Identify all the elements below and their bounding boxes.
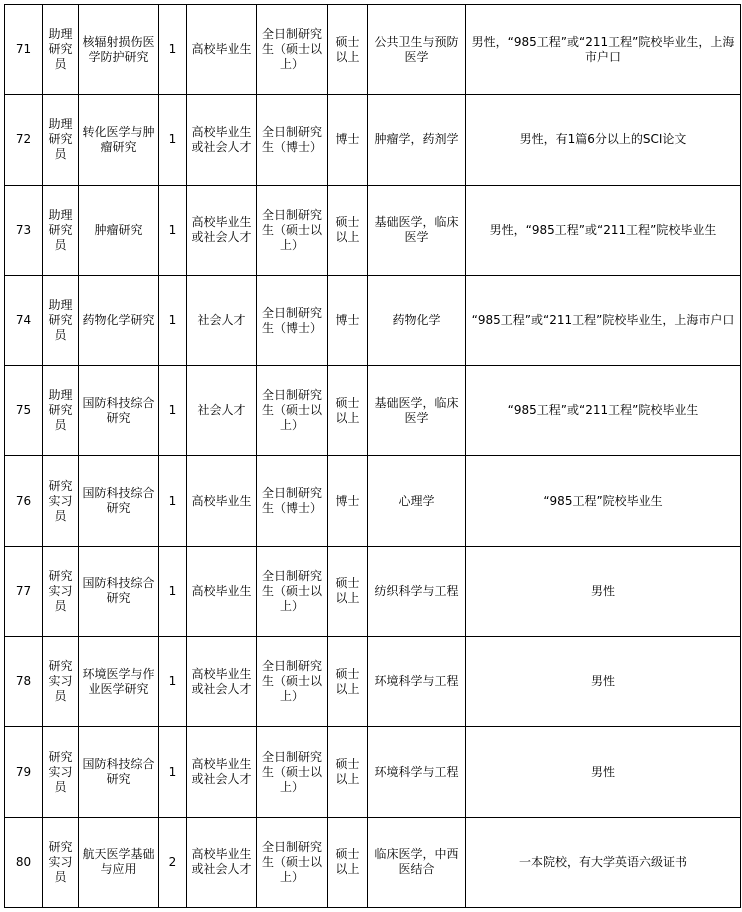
requirements-cell: “985工程”院校毕业生 <box>466 456 741 546</box>
education-cell: 全日制研究生（硕士以上） <box>257 185 328 275</box>
education-cell: 全日制研究生（硕士以上） <box>257 727 328 817</box>
candidate-source-cell: 高校毕业生或社会人才 <box>187 95 257 185</box>
research-direction-cell: 转化医学与肿瘤研究 <box>79 95 159 185</box>
row-number-cell: 80 <box>5 817 43 907</box>
headcount-cell: 1 <box>159 95 187 185</box>
candidate-source-cell: 高校毕业生 <box>187 546 257 636</box>
research-direction-cell: 药物化学研究 <box>79 275 159 365</box>
research-direction-cell: 环境医学与作业医学研究 <box>79 637 159 727</box>
headcount-cell: 1 <box>159 727 187 817</box>
row-number-cell: 75 <box>5 366 43 456</box>
degree-cell: 博士 <box>328 456 368 546</box>
headcount-cell: 1 <box>159 275 187 365</box>
table-row <box>5 5 741 95</box>
position-cell: 助理研究员 <box>43 185 79 275</box>
major-cell: 临床医学，中西医结合 <box>368 817 466 907</box>
candidate-source-cell: 社会人才 <box>187 275 257 365</box>
research-direction-cell: 国防科技综合研究 <box>79 366 159 456</box>
row-number-cell: 71 <box>5 5 43 95</box>
degree-cell: 硕士以上 <box>328 5 368 95</box>
requirements-cell: “985工程”或“211工程”院校毕业生，上海市户口 <box>466 275 741 365</box>
requirements-cell: 一本院校，有大学英语六级证书 <box>466 817 741 907</box>
table-row <box>5 275 741 365</box>
research-direction-cell: 航天医学基础与应用 <box>79 817 159 907</box>
candidate-source-cell: 高校毕业生或社会人才 <box>187 185 257 275</box>
headcount-cell: 1 <box>159 456 187 546</box>
requirements-cell: 男性 <box>466 546 741 636</box>
position-cell: 研究实习员 <box>43 546 79 636</box>
row-number-cell: 76 <box>5 456 43 546</box>
degree-cell: 博士 <box>328 95 368 185</box>
research-direction-cell: 国防科技综合研究 <box>79 546 159 636</box>
education-cell: 全日制研究生（博士） <box>257 275 328 365</box>
row-number-cell: 72 <box>5 95 43 185</box>
education-cell: 全日制研究生（硕士以上） <box>257 5 328 95</box>
degree-cell: 硕士以上 <box>328 546 368 636</box>
major-cell: 公共卫生与预防医学 <box>368 5 466 95</box>
candidate-source-cell: 高校毕业生或社会人才 <box>187 637 257 727</box>
education-cell: 全日制研究生（硕士以上） <box>257 546 328 636</box>
row-number-cell: 74 <box>5 275 43 365</box>
row-number-cell: 73 <box>5 185 43 275</box>
candidate-source-cell: 高校毕业生 <box>187 456 257 546</box>
position-cell: 研究实习员 <box>43 727 79 817</box>
position-cell: 研究实习员 <box>43 817 79 907</box>
degree-cell: 硕士以上 <box>328 185 368 275</box>
headcount-cell: 1 <box>159 546 187 636</box>
education-cell: 全日制研究生（博士） <box>257 95 328 185</box>
row-number-cell: 79 <box>5 727 43 817</box>
position-cell: 助理研究员 <box>43 5 79 95</box>
table-row <box>5 637 741 727</box>
table-row <box>5 95 741 185</box>
major-cell: 药物化学 <box>368 275 466 365</box>
candidate-source-cell: 高校毕业生或社会人才 <box>187 817 257 907</box>
requirements-cell: “985工程”或“211工程”院校毕业生 <box>466 366 741 456</box>
recruitment-table-sheet <box>4 4 740 908</box>
requirements-cell: 男性，“985工程”或“211工程”院校毕业生 <box>466 185 741 275</box>
research-direction-cell: 国防科技综合研究 <box>79 456 159 546</box>
headcount-cell: 1 <box>159 366 187 456</box>
degree-cell: 硕士以上 <box>328 637 368 727</box>
table-row <box>5 456 741 546</box>
major-cell: 环境科学与工程 <box>368 727 466 817</box>
requirements-cell: 男性，有1篇6分以上的SCI论文 <box>466 95 741 185</box>
education-cell: 全日制研究生（博士） <box>257 456 328 546</box>
candidate-source-cell: 高校毕业生或社会人才 <box>187 727 257 817</box>
degree-cell: 硕士以上 <box>328 366 368 456</box>
requirements-cell: 男性 <box>466 727 741 817</box>
position-cell: 助理研究员 <box>43 95 79 185</box>
headcount-cell: 1 <box>159 637 187 727</box>
position-cell: 研究实习员 <box>43 637 79 727</box>
table-row <box>5 185 741 275</box>
major-cell: 基础医学，临床医学 <box>368 185 466 275</box>
degree-cell: 硕士以上 <box>328 727 368 817</box>
degree-cell: 硕士以上 <box>328 817 368 907</box>
recruitment-table <box>4 4 741 908</box>
major-cell: 肿瘤学，药剂学 <box>368 95 466 185</box>
degree-cell: 博士 <box>328 275 368 365</box>
headcount-cell: 1 <box>159 185 187 275</box>
row-number-cell: 77 <box>5 546 43 636</box>
candidate-source-cell: 高校毕业生 <box>187 5 257 95</box>
research-direction-cell: 核辐射损伤医学防护研究 <box>79 5 159 95</box>
position-cell: 助理研究员 <box>43 275 79 365</box>
education-cell: 全日制研究生（硕士以上） <box>257 366 328 456</box>
headcount-cell: 2 <box>159 817 187 907</box>
research-direction-cell: 肿瘤研究 <box>79 185 159 275</box>
major-cell: 基础医学，临床医学 <box>368 366 466 456</box>
table-body <box>5 5 741 908</box>
major-cell: 纺织科学与工程 <box>368 546 466 636</box>
major-cell: 环境科学与工程 <box>368 637 466 727</box>
table-row <box>5 366 741 456</box>
headcount-cell: 1 <box>159 5 187 95</box>
major-cell: 心理学 <box>368 456 466 546</box>
candidate-source-cell: 社会人才 <box>187 366 257 456</box>
table-row <box>5 546 741 636</box>
position-cell: 助理研究员 <box>43 366 79 456</box>
education-cell: 全日制研究生（硕士以上） <box>257 637 328 727</box>
research-direction-cell: 国防科技综合研究 <box>79 727 159 817</box>
row-number-cell: 78 <box>5 637 43 727</box>
requirements-cell: 男性 <box>466 637 741 727</box>
requirements-cell: 男性，“985工程”或“211工程”院校毕业生，上海市户口 <box>466 5 741 95</box>
education-cell: 全日制研究生（硕士以上） <box>257 817 328 907</box>
table-row <box>5 727 741 817</box>
position-cell: 研究实习员 <box>43 456 79 546</box>
table-row <box>5 817 741 907</box>
